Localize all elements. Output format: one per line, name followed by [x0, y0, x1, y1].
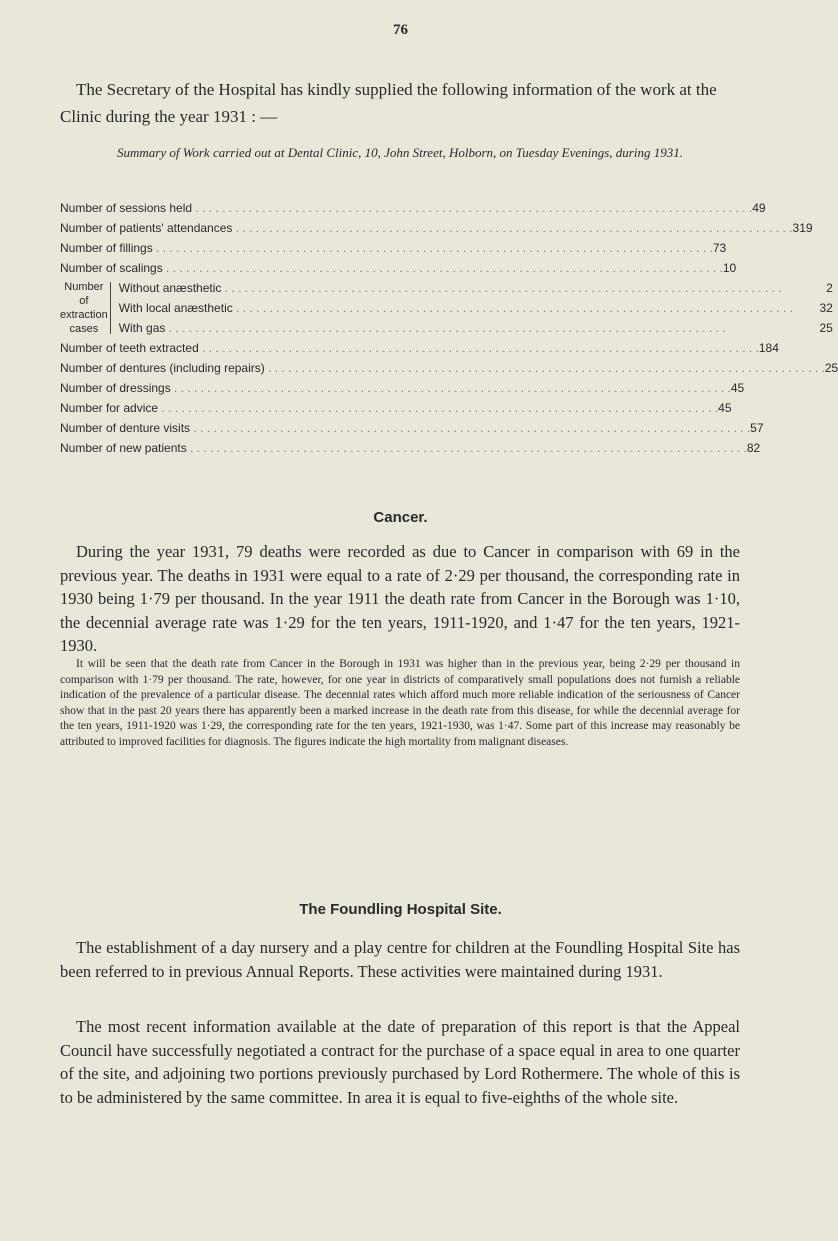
- table-row: [60, 358, 838, 378]
- row-value: 184: [758, 341, 779, 355]
- table-row: [60, 258, 737, 278]
- row-label: Number of sessions held . . .: [60, 198, 752, 218]
- dental-clinic-summary-table: [60, 198, 838, 458]
- page-number: 76: [393, 22, 408, 38]
- cancer-heading: Cancer.: [373, 509, 428, 526]
- row-label: Number of scalings . . .: [60, 258, 723, 278]
- row-label: Number of dressings . . .: [60, 378, 731, 398]
- row-value: 25: [819, 321, 833, 335]
- row-value: 45: [730, 381, 745, 395]
- row-value: 319: [792, 221, 813, 235]
- table-row: [60, 218, 813, 238]
- row-label: Number of denture visits . . .: [60, 418, 750, 438]
- row-value: 73: [712, 241, 727, 255]
- row-label: Number of dentures (including repairs) . . .: [60, 358, 825, 378]
- row-value: 45: [718, 401, 732, 415]
- row-label: Without anæsthetic . . .: [119, 278, 793, 298]
- row-value: 57: [750, 421, 764, 435]
- row-label: Number of patients' attendances . . .: [60, 218, 793, 238]
- table-caption: Summary of Work carried out at Dental Clinic, 10, John Street, Holborn, on Tuesday Evenings, during 1931.: [117, 145, 683, 160]
- table-row: [60, 398, 732, 418]
- row-label: With gas . . .: [119, 318, 793, 338]
- table-row: [119, 278, 833, 298]
- row-label: Number of teeth extracted . . .: [60, 338, 759, 358]
- foundling-paragraph-2: The most recent information available at the date of preparation of this report is that the Appeal Council have successfully negotiated a contract for the purchase of a space equal in area to one quarter of the site, and adjoining two portions previously purchased by Lord Rothermere. The whole of this is to be administered by the same committee. In area it is equal to five-eighths of the whole site.: [60, 1017, 740, 1107]
- cancer-paragraph-2: It will be seen that the death rate from Cancer in the Borough in 1931 was higher than in the previous year, being 2·29 per thousand in comparison with 1·79 per thousand. The rate, however, for one year in districts of comparatively small populations does not furnish a reliable indication of the prevalence of a particular disease. The decennial rates which afford much more reliable indication of the seriousness of Cancer show that in the past 20 years there has apparently been a marked increase in the death rate from this disease, for while the decennial average for the ten years, 1911-1920 was 1·29, the corresponding rate for the ten years, 1921-1930, was 1·47. Some part of this increase may reasonably be attributed to improved facilities for diagnosis. The figures indicate the high mortality from malignant diseases.: [60, 658, 740, 748]
- table-row: [119, 318, 833, 338]
- intro-paragraph: The Secretary of the Hospital has kindly supplied the following information of the work at the Clinic during the year 1931 : —: [60, 80, 717, 126]
- row-value: 2: [826, 281, 833, 295]
- row-value: 25: [824, 361, 838, 375]
- table-row: [60, 238, 727, 258]
- brace: [110, 282, 111, 334]
- table-row: [119, 298, 833, 318]
- table-row: [60, 378, 745, 398]
- row-label: With local anæsthetic . . .: [119, 298, 793, 318]
- row-label: Number for advice . . .: [60, 398, 718, 418]
- foundling-paragraph-1: The establishment of a day nursery and a play centre for children at the Foundling Hospital Site has been referred to in previous Annual Reports. These activities were maintained during 1931.: [60, 938, 740, 981]
- table-row: [60, 198, 766, 218]
- row-value: 82: [746, 441, 761, 455]
- row-value: 10: [722, 261, 737, 275]
- table-row: [60, 418, 764, 438]
- foundling-heading: The Foundling Hospital Site.: [299, 901, 502, 918]
- row-value: 49: [752, 201, 766, 215]
- extraction-cases-group: [60, 278, 833, 338]
- cancer-paragraph-1: During the year 1931, 79 deaths were recorded as due to Cancer in comparison with 69 in the previous year. The deaths in 1931 were equal to a rate of 2·29 per thousand, the corresponding rate in 1930 being 1·79 per thousand. In the year 1911 the death rate from Cancer in the Borough was 1·10, the decennial average rate was 1·29 for the ten years, 1911-1920, and 1·47 for the ten years, 1921-1930.: [60, 542, 740, 655]
- table-row: [60, 438, 761, 458]
- row-label: Number of new patients . . .: [60, 438, 747, 458]
- row-label: Number of fillings . . .: [60, 238, 713, 258]
- extraction-group-label: Number of extraction cases: [60, 281, 108, 335]
- table-row: [60, 338, 779, 358]
- row-value: 32: [819, 301, 833, 315]
